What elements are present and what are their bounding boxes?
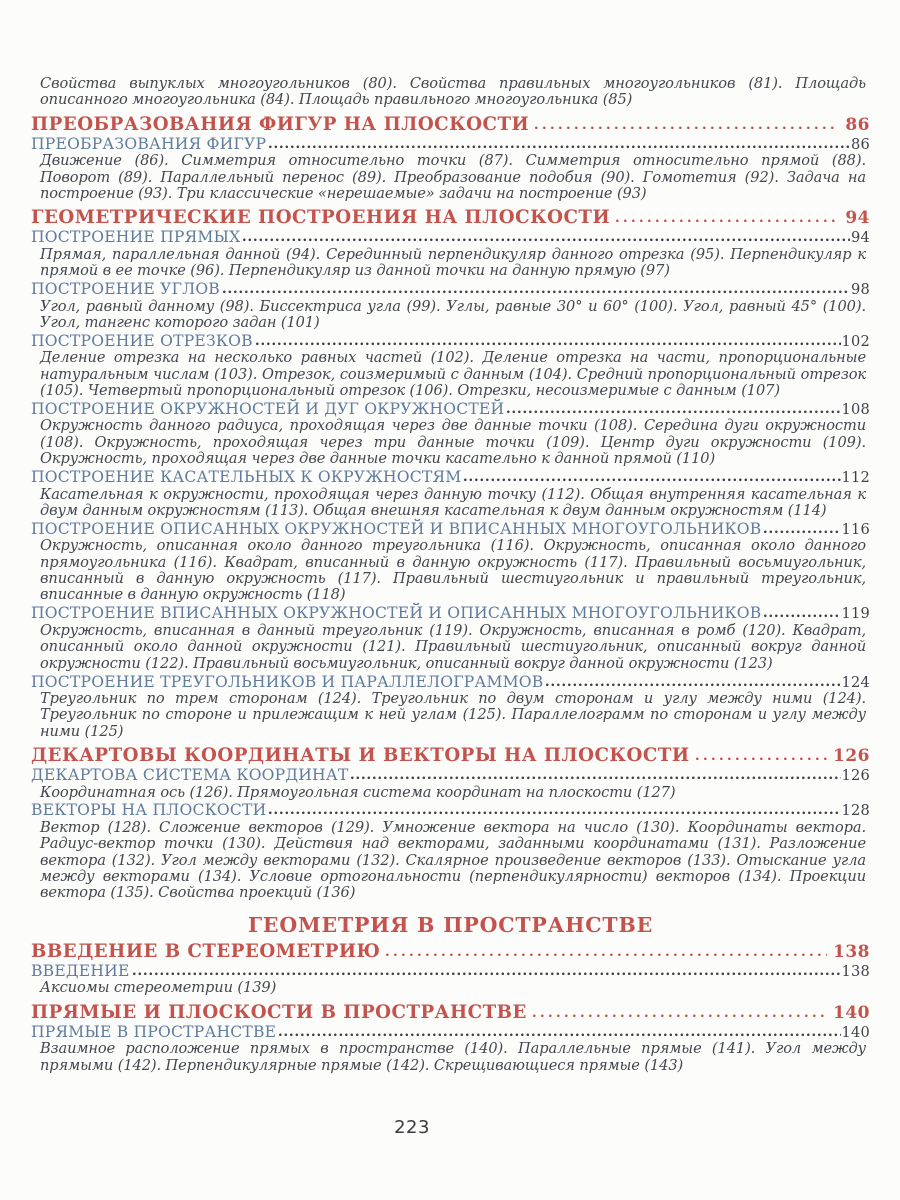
leader-dots [764,613,840,618]
leader-dots [464,477,840,482]
toc-page-number: 140 [833,1002,870,1023]
toc-section-label: ПОСТРОЕНИЕ ОКРУЖНОСТЕЙ И ДУГ ОКРУЖНОСТЕЙ [31,400,505,418]
toc-page-number: 108 [841,401,870,418]
toc-page-number: 86 [851,135,870,153]
toc-page-number: 119 [841,605,870,623]
toc-section-row [31,521,870,538]
toc-page-number: 124 [841,673,870,691]
toc-detail-paragraph: Свойства выпуклых многоугольников (80). Свойства правильных многоугольников (81). Площадь описанного многоугольника (84). Площадь правильного многоугольника (85) [40,75,866,109]
toc-page-number: 138 [833,941,870,962]
page-number-footer: 223 [394,1117,430,1138]
toc-section-label: ВЕКТОРЫ НА ПЛОСКОСТИ [31,801,267,820]
toc-section-row [31,136,870,153]
toc-detail-paragraph: Окружность данного радиуса, проходящая через две данные точки (108). Середина дуги окружности (108). Окружность, проходящая через три данные точки (109). Центр дуги окружности (109). Окружность, проходящая через две данные точки касательно к данной прямой (110) [40,417,866,468]
toc-page-number: 126 [833,746,870,767]
toc-section-row [31,469,870,486]
toc-section-row [31,802,870,819]
toc-page-number: 102 [841,332,870,350]
leader-dots [351,775,840,780]
toc-chapter-label: ВВЕДЕНИЕ В СТЕРЕОМЕТРИЮ [31,940,381,962]
toc-page-number: 126 [841,767,870,785]
toc-page-number: 128 [841,802,870,820]
leader-dots [279,1032,840,1037]
toc-chapter-label: ПРЕОБРАЗОВАНИЯ ФИГУР НА ПЛОСКОСТИ [31,113,530,135]
toc-detail-paragraph: Касательная к окружности, проходящая через данную точку (112). Общая внутренняя касательная к двум данным окружностям (113). Общая внешняя касательная к двум данным окружностям (114) [40,485,866,519]
toc-detail-paragraph: Аксиомы стереометрии (139) [40,979,277,997]
leader-dots [546,682,840,687]
leader-dots [256,341,841,346]
toc-chapter-label: ПРЯМЫЕ И ПЛОСКОСТИ В ПРОСТРАНСТВЕ [31,1001,527,1023]
toc-section-row [31,674,870,691]
toc-chapter-row [31,115,870,135]
toc-page-number: 86 [845,114,870,135]
toc-page-number: 112 [841,469,870,487]
toc-detail-paragraph: Угол, равный данному (98). Биссектриса угла (99). Углы, равные 30° и 60° (100). Угол, равный 45° (100). Угол, тангенс которого задан (101) [40,297,866,331]
toc-section-row [31,963,870,980]
part-heading: ГЕОМЕТРИЯ В ПРОСТРАНСТВЕ [247,912,654,937]
toc-detail-paragraph: Треугольник по трем сторонам (124). Треугольник по двум сторонам и углу между ними (124). Треугольник по стороне и прилежащим к ней углам (125). Параллелограмм по сторонам и углу между ними (125) [40,689,866,740]
toc-chapter-row [31,1003,870,1023]
toc-section-label: ПОСТРОЕНИЕ ВПИСАННЫХ ОКРУЖНОСТЕЙ И ОПИСАННЫХ МНОГОУГОЛЬНИКОВ [31,604,762,623]
toc-detail-paragraph: Движение (86). Симметрия относительно точки (87). Симметрия относительно прямой (88). Поворот (89). Параллельный перенос (89). Преобразование подобия (90). Гомотетия (92). Задача на построение (93). Три классические «нерешаемые» задачи на построение (93) [40,152,866,203]
toc-section-row [31,229,870,246]
leader-dots [764,529,840,534]
toc-chapter-label: ГЕОМЕТРИЧЕСКИЕ ПОСТРОЕНИЯ НА ПЛОСКОСТИ [31,207,611,229]
toc-section-label: ПОСТРОЕНИЕ КАСАТЕЛЬНЫХ К ОКРУЖНОСТЯМ [31,468,462,487]
leader-dots [616,218,839,223]
toc-chapter-label: ДЕКАРТОВЫ КООРДИНАТЫ И ВЕКТОРЫ НА ПЛОСКОСТИ [31,745,690,767]
toc-section-row [31,281,870,298]
toc-section-label: ПОСТРОЕНИЕ ПРЯМЫХ [31,228,241,247]
toc-page-number: 140 [841,1023,870,1041]
leader-dots [223,289,850,294]
toc-section-label: ПРЯМЫЕ В ПРОСТРАНСТВЕ [31,1022,277,1041]
toc-section-label: ПОСТРОЕНИЕ УГЛОВ [31,280,220,299]
leader-dots [507,409,840,414]
toc-section-row [31,401,870,418]
toc-section-label: ДЕКАРТОВА СИСТЕМА КООРДИНАТ [31,766,349,785]
toc-section-row [31,333,870,350]
leader-dots [243,237,850,242]
toc-detail-paragraph: Взаимное расположение прямых в пространстве (140). Параллельные прямые (141). Угол между прямыми (142). Перпендикулярные прямые (142). Скрещивающиеся прямые (143) [40,1040,866,1074]
leader-dots [535,125,839,130]
toc-chapter-row [31,942,870,962]
toc-page-number: 98 [851,281,870,299]
toc-page-number: 94 [851,229,870,247]
toc-section-row [31,767,870,784]
toc-section-row [31,605,870,622]
leader-dots [269,810,840,815]
toc-section-label: ПОСТРОЕНИЕ ОПИСАННЫХ ОКРУЖНОСТЕЙ И ВПИСАННЫХ МНОГОУГОЛЬНИКОВ [31,519,762,538]
toc-section-label: ПОСТРОЕНИЕ ТРЕУГОЛЬНИКОВ И ПАРАЛЛЕЛОГРАММОВ [31,672,544,691]
leader-dots [696,756,827,761]
toc-page-number: 138 [841,962,870,980]
toc-page-number: 94 [845,208,870,229]
toc-detail-paragraph: Окружность, вписанная в данный треугольник (119). Окружность, вписанная в ромб (120). Квадрат, описанный около данной окружности (121). Правильный шестиугольник, описанный вокруг данной окружности (122). Правильный восьмиугольник, описанный вокруг данной окружности (123) [40,621,866,672]
toc-detail-paragraph: Координатная ось (126). Прямоугольная система координат на плоскости (127) [40,783,676,801]
toc-detail-paragraph: Окружность, описанная около данного треугольника (116). Окружность, описанная около данного прямоугольника (116). Квадрат, вписанный в данную окружность (117). Правильный восьмиугольник, вписанный в данную окружность (117). Правильный шестиугольник и правильный треугольник, вписанные в данную окружность (118) [40,537,866,604]
leader-dots [133,971,841,976]
leader-dots [269,144,850,149]
toc-section-label: ПОСТРОЕНИЕ ОТРЕЗКОВ [31,331,253,350]
toc-chapter-row [31,208,870,228]
toc-section-label: ВВЕДЕНИЕ [31,961,130,980]
toc-section-label: ПРЕОБРАЗОВАНИЯ ФИГУР [31,134,267,153]
toc-detail-paragraph: Прямая, параллельная данной (94). Серединный перпендикуляр данного отрезка (95). Перпендикуляр к прямой в ее точке (96). Перпендикуляр из данной точки на данную прямую (97) [40,245,866,280]
leader-dots [533,1013,827,1018]
toc-chapter-row [31,746,870,766]
toc-page-number: 116 [841,520,870,538]
toc-detail-paragraph: Деление отрезка на несколько равных частей (102). Деление отрезка на части, пропорциональные натуральным числам (103). Отрезок, соизмеримый с данным (104). Средний пропорциональный отрезок (105). Четвертый пропорциональный отрезок (106). Отрезки, несоизмеримые с данным (107) [40,349,866,400]
toc-detail-paragraph: Вектор (128). Сложение векторов (129). Умножение вектора на число (130). Координаты вектора. Радиус-вектор точки (130). Действия над векторами, заданными координатами (131). Разложение вектора (132). Угол между векторами (132). Скалярное произведение векторов (133). Отыскание угла между векторами (134). Условие ортогональности (перпендикулярности) векторов (134). Проекции вектора (135). Свойства проекций (136) [40,818,866,902]
leader-dots [386,952,827,957]
toc-section-row [31,1024,870,1041]
